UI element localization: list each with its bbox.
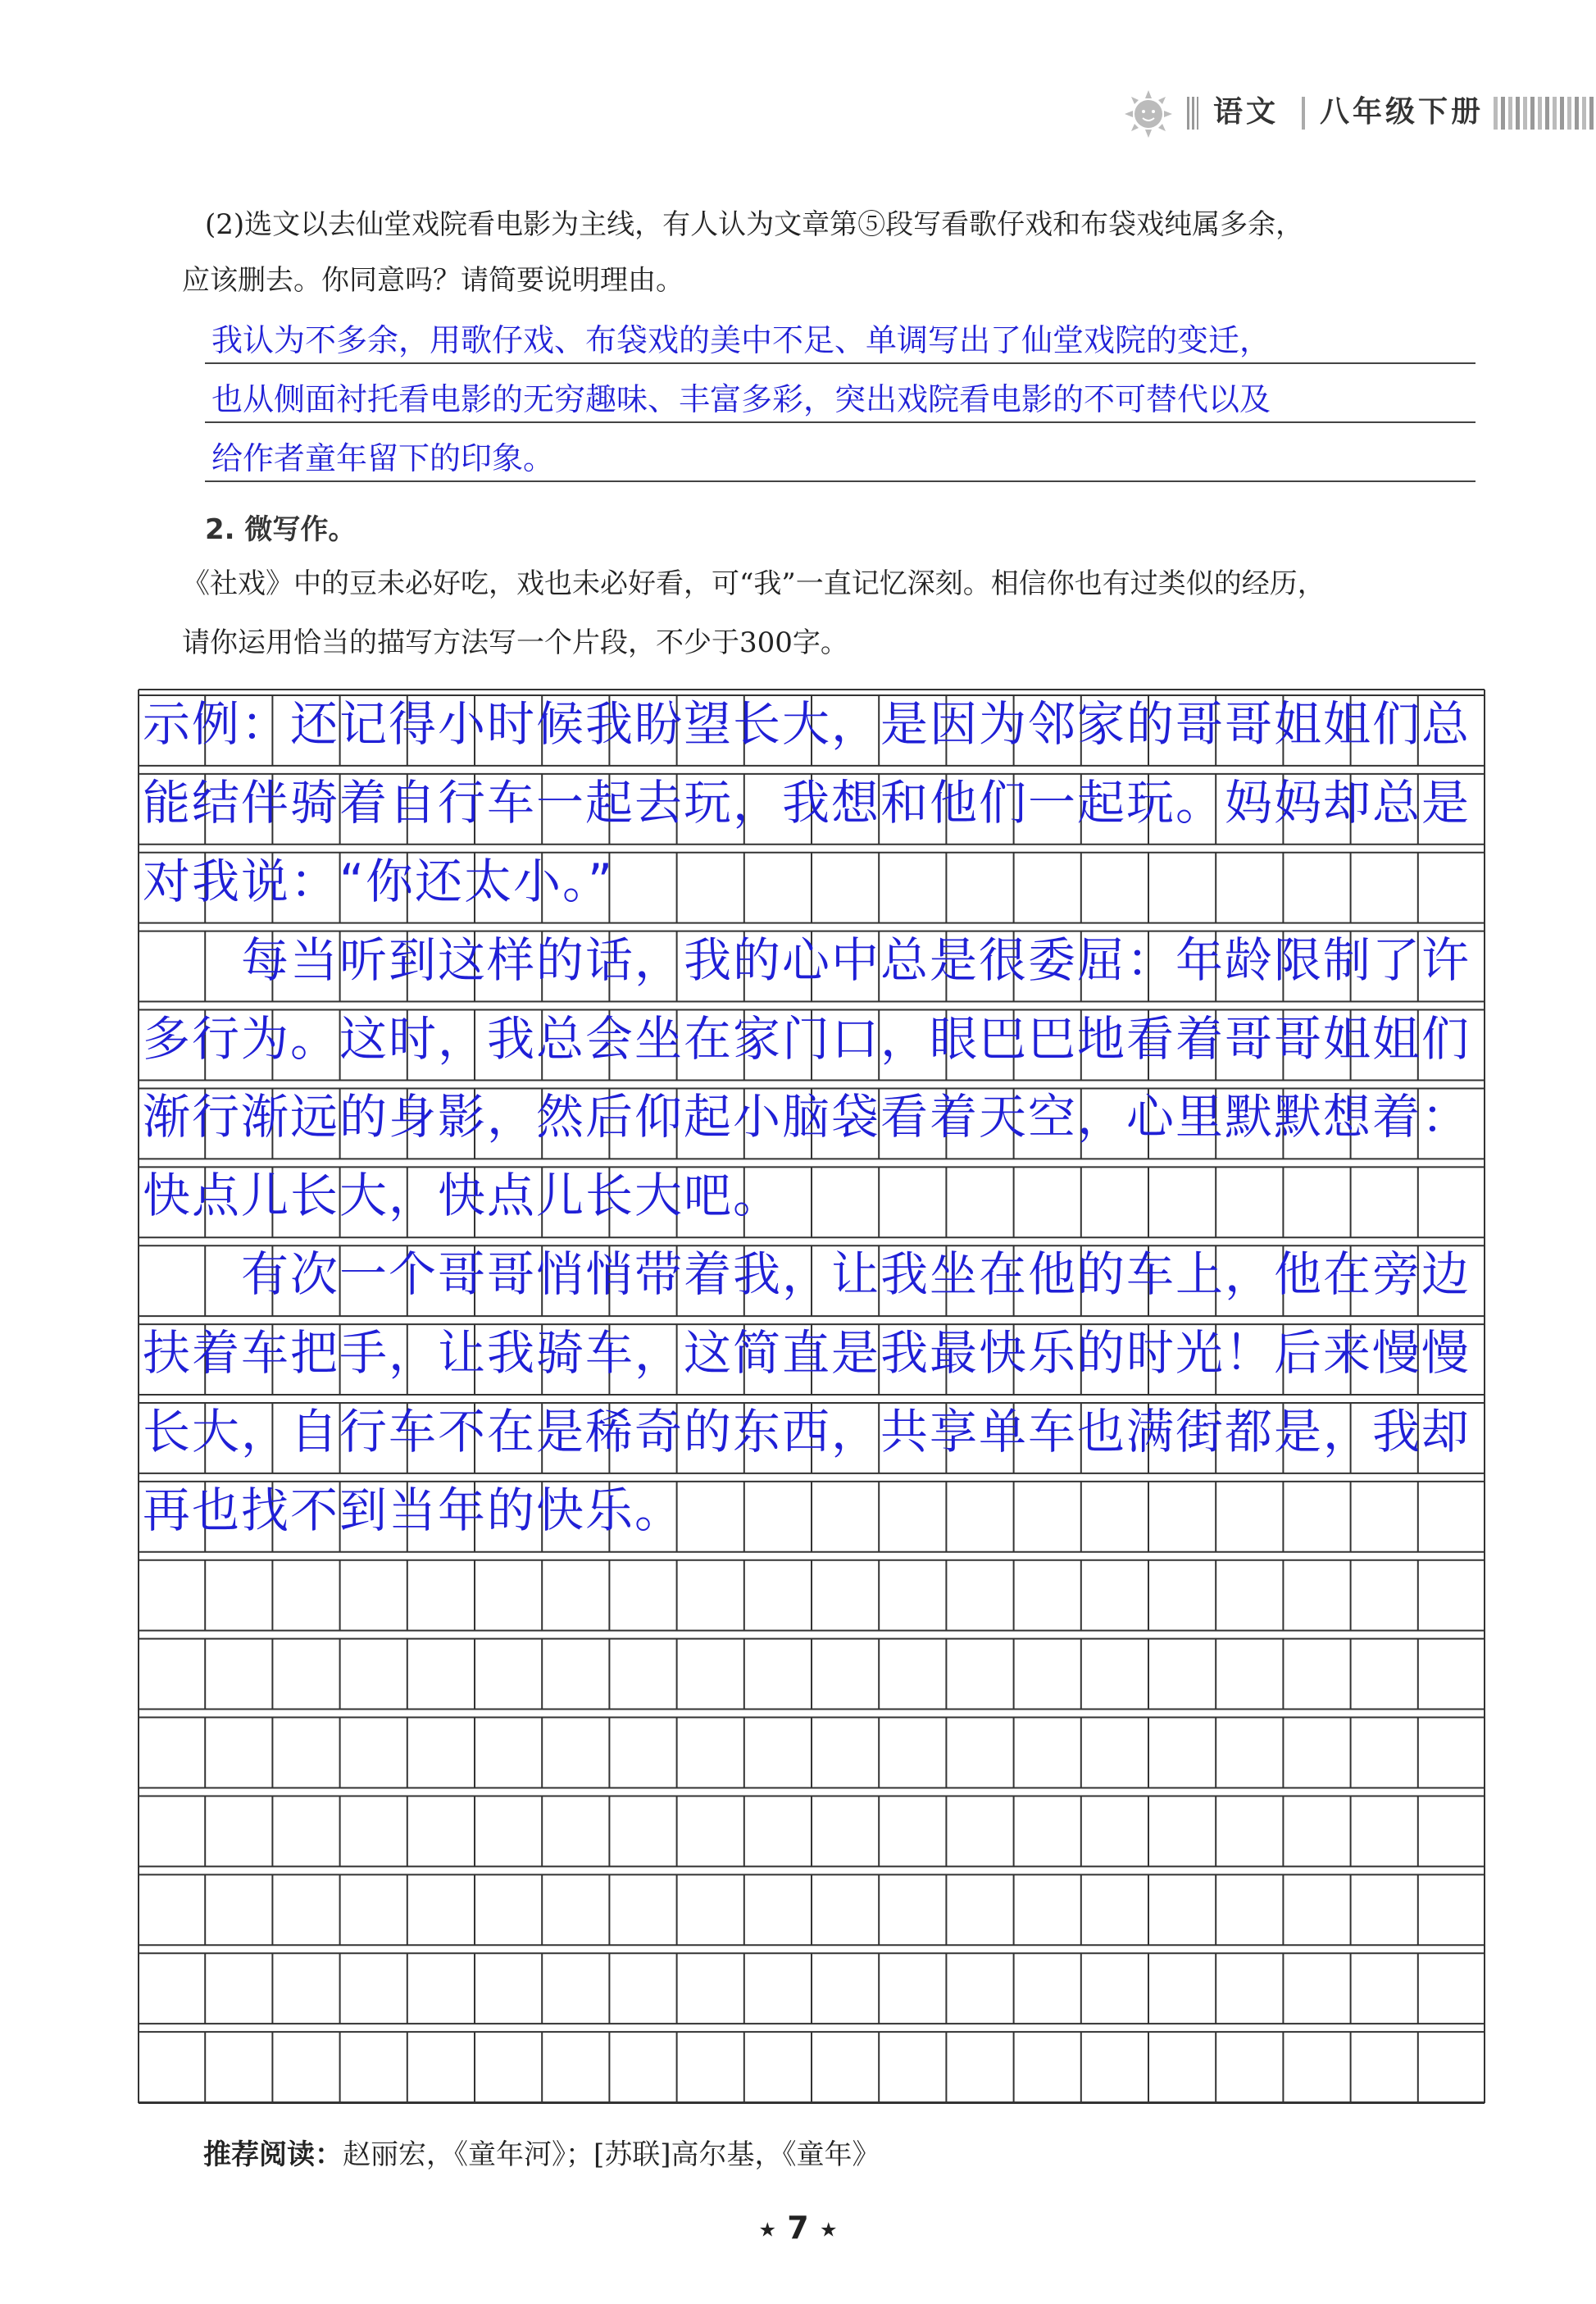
- prompt-line-2: 请你运用恰当的描写方法写一个片段，不少于300字。: [182, 626, 848, 659]
- prompt-line-1: 《社戏》中的豆未必好吃，戏也未必好看，可“我”一直记忆深刻。相信你也有过类似的经历，: [182, 567, 1325, 600]
- essay-row-9: 扶着车把手，让我骑车，这简直是我最快乐的时光！后来慢慢: [143, 1325, 1471, 1382]
- answer-line-3: 给作者童年留下的印象。: [211, 440, 555, 476]
- recommended-reading-label: 推荐阅读：: [203, 2138, 343, 2171]
- essay-row-8: 有次一个哥哥悄悄带着我，让我坐在他的车上，他在旁边: [143, 1246, 1471, 1303]
- recommended-reading: [203, 2132, 880, 2172]
- essay-row-7: 快点儿长大，快点儿长大吧。: [143, 1168, 783, 1224]
- essay-row-11: 再也找不到当年的快乐。: [143, 1482, 684, 1538]
- essay-row-3: 对我说：“你还太小。”: [143, 853, 615, 909]
- answer-line-2: 也从侧面衬托看电影的无穷趣味、丰富多彩，突出戏院看电影的不可替代以及: [211, 381, 1271, 417]
- essay-row-4: 每当听到这样的话，我的心中总是很委屈：年龄限制了许: [143, 931, 1471, 988]
- essay-row-10: 长大，自行车不在是稀奇的东西，共享单车也满街都是，我却: [143, 1404, 1471, 1459]
- star-icon: ★: [758, 2218, 777, 2242]
- question-text-line-2: 应该删去。你同意吗？请简要说明理由。: [182, 264, 684, 297]
- answer-rule-2: [205, 421, 1476, 423]
- header-separator: [1302, 97, 1305, 130]
- header-decor-bar: [1187, 97, 1198, 130]
- essay-row-2: 能结伴骑着自行车一起去玩，我想和他们一起玩。妈妈却总是: [143, 774, 1471, 831]
- essay-row-1: 示例：还记得小时候我盼望长大，是因为邻家的哥哥姐姐们总: [143, 696, 1471, 752]
- answer-rule-3: [205, 480, 1476, 482]
- question-text-line-1: (2)选文以去仙堂戏院看电影为主线，有人认为文章第⑤段写看歌仔戏和布袋戏纯属多余，: [205, 208, 1304, 241]
- essay-row-6: 渐行渐远的身影，然后仰起小脑袋看着天空，心里默默想着：: [143, 1089, 1471, 1145]
- essay-row-5: 多行为。这时，我总会坐在家门口，眼巴巴地看着哥哥姐姐们: [143, 1010, 1471, 1067]
- star-icon: ★: [819, 2218, 838, 2242]
- page-number: [0, 2210, 1596, 2246]
- header-grade: 八年级下册: [1320, 95, 1485, 129]
- sun-logo-icon: [1123, 89, 1174, 139]
- section-title: 2. 微写作。: [205, 513, 357, 546]
- header-decor-stripes: [1494, 97, 1596, 130]
- header-subject: 语文: [1213, 95, 1280, 129]
- page-number-value: 7: [787, 2210, 809, 2246]
- answer-rule-1: [205, 362, 1476, 364]
- recommended-reading-text: 赵丽宏，《童年河》；[苏联]高尔基，《童年》: [343, 2138, 880, 2171]
- answer-line-1: 我认为不多余，用歌仔戏、布袋戏的美中不足、单调写出了仙堂戏院的变迁，: [211, 322, 1271, 358]
